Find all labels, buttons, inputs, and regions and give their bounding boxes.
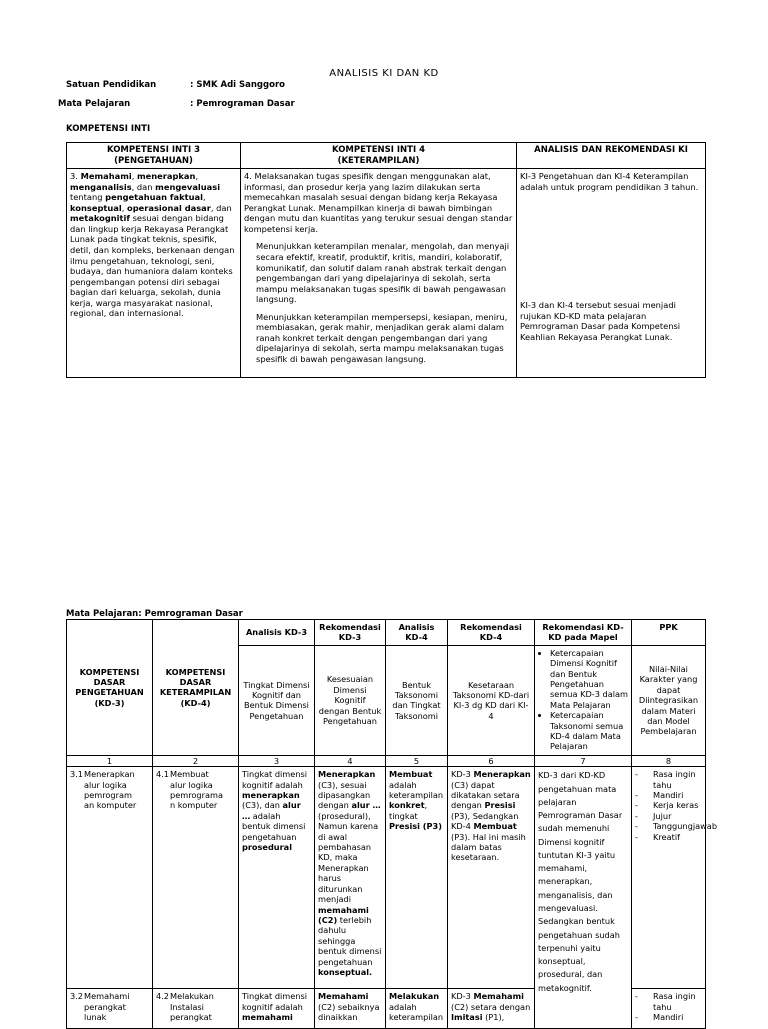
analisis-kd4-header: Analisis KD-4 — [386, 620, 448, 646]
kd3-text: Menerapkan alur logika pemrogram an komputer — [84, 769, 137, 811]
kd3-number: 3.1 — [70, 769, 84, 780]
rekomendasi-mapel-text: KD-3 dari KD-KD pengetahuan mata pelajaran Pemrograman Dasar sudah memenuhi Dimensi kognitif tuntutan KI-3 yaitu memahami, menerapkan, menganalisis, dan mengevaluasi. Sedangkan bentuk pengetahuan sudah terpenuhi yaitu konseptual, prosedural, dan metakognitif. — [538, 770, 623, 993]
analisis-kd3-cell-row2: Tingkat dimensi kognitif adalah memahami — [239, 989, 315, 1029]
analisis-kd4-cell-row2: Melakukan adalah keterampilan — [386, 989, 448, 1029]
rekomendasi-kd4-header: Rekomendasi KD-4 — [448, 620, 535, 646]
kd4-header: KOMPETENSI DASAR KETERAMPILAN (KD-4) — [153, 620, 239, 756]
ketercapaian-kognitif-item: • Ketercapaian Dimensi Kognitif dan Bentuk Pengetahuan semua KD-3 dalam Mata Pelajaran — [550, 648, 628, 710]
document-title: ANALISIS KI DAN KD — [329, 68, 439, 79]
kd3-text: Memahami perangkat lunak — [84, 991, 130, 1023]
ki4-paragraph-3: Menunjukkan keterampilan mempersepsi, kesiapan, meniru, membiasakan, gerak mahir, menjadikan gerak alami dalam ranah konkret terkait dengan pengembangan dari yang dipelajarinya di sekolah, serta mampu melaksanakan tugas spesifik di bawah pengawasan langsung. — [256, 311, 508, 364]
kd4-text: Membuat alur logika pemrograma n komputer — [170, 769, 223, 811]
kd4-cell-row2 — [153, 989, 239, 1029]
kompetensi-inti-table — [66, 142, 706, 378]
column-number: 1 — [67, 755, 153, 766]
ppk-item: - Rasa ingin tahu — [635, 769, 702, 790]
rekomendasi-kd4-cell-row2: KD-3 Memahami (C2) setara dengan Imitasi (P1), — [448, 989, 535, 1029]
column-number: 3 — [239, 755, 315, 766]
kd4-number: 4.1 — [156, 769, 170, 780]
analisis-kd3-header: Analisis KD-3 — [239, 620, 315, 646]
analisis-kd3-cell-row1: Tingkat dimensi kognitif adalah menerapkan (C3), dan alur … adalah bentuk dimensi pengetahuan prosedural — [239, 767, 315, 989]
column-number: 4 — [315, 755, 386, 766]
ppk-subheader: Nilai-Nilai Karakter yang dapat Diintegrasikan dalam Materi dan Model Pembelajaran — [632, 645, 706, 755]
ppk-header: PPK — [632, 620, 706, 646]
analisis-kd4-cell-row1: Membuat adalah keterampilan konkret, tingkat Presisi (P3) — [386, 767, 448, 989]
ppk-item: - Kreatif — [635, 832, 702, 842]
ki4-header — [241, 143, 517, 169]
rekomendasi-kd4-subheader: Kesetaraan Taksonomi KD-dari KI-3 dg KD dari KI-4 — [448, 645, 535, 755]
analisis-ki-paragraph-1: KI-3 Pengetahuan dan KI-4 Keterampilan adalah untuk program pendidikan 3 tahun. — [520, 171, 699, 192]
kd4-cell-row1 — [153, 767, 239, 989]
ppk-item: - Kerja keras — [635, 800, 702, 810]
kd4-number: 4.2 — [156, 991, 170, 1002]
analisis-kd4-subheader: Bentuk Taksonomi dan Tingkat Taksonomi — [386, 645, 448, 755]
ki3-header-title: KOMPETENSI INTI 3 — [107, 145, 200, 155]
rekomendasi-mapel-cell — [535, 767, 632, 1029]
column-number: 8 — [632, 755, 706, 766]
kd-mata-pelajaran-label: Mata Pelajaran: Pemrograman Dasar — [66, 609, 243, 619]
kompetensi-inti-heading: KOMPETENSI INTI — [66, 124, 151, 134]
ki4-paragraph-1: 4. Melaksanakan tugas spesifik dengan menggunakan alat, informasi, dan prosedur kerja yang lazim dilakukan serta memecahkan masalah sesuai dengan bidang kerja Rekayasa Perangkat Lunak. Menampilkan kinerja di bawah bimbingan dengan mutu dan kuantitas yang terukur sesuai dengan standar kompetensi kerja. — [244, 171, 513, 234]
ppk-item: - Mandiri — [635, 1012, 702, 1022]
ketercapaian-taksonomi-item: • Ketercapaian Taksonomi semua KD-4 dalam Mata Pelajaran — [550, 710, 628, 752]
ppk-cell-row2 — [632, 989, 706, 1029]
ki4-header-title: KOMPETENSI INTI 4 — [332, 145, 425, 155]
rekomendasi-mapel-subheader — [535, 645, 632, 755]
analisis-kd3-subheader: Tingkat Dimensi Kognitif dan Bentuk Dimensi Pengetahuan — [239, 645, 315, 755]
ki3-cell — [67, 169, 241, 378]
kd3-number: 3.2 — [70, 991, 84, 1002]
ppk-cell-row1 — [632, 767, 718, 989]
rekomendasi-kd3-subheader: Kesesuaian Dimensi Kognitif dengan Bentuk Pengetahuan — [315, 645, 386, 755]
mata-pelajaran-label: Mata Pelajaran — [58, 99, 131, 109]
kd3-header: KOMPETENSI DASAR PENGETAHUAN (KD-3) — [67, 620, 153, 756]
analisis-ki-header: ANALISIS DAN REKOMENDASI KI — [517, 143, 706, 169]
column-number: 2 — [153, 755, 239, 766]
rekomendasi-mapel-header: Rekomendasi KD-KD pada Mapel — [535, 620, 632, 646]
rekomendasi-kd3-cell-row2: Memahami (C2) sebaiknya dinaikkan — [315, 989, 386, 1029]
rekomendasi-kd3-cell-row1: Menerapkan (C3), sesuai dipasangkan dengan alur … (prosedural), Namun karena di awal pembahasan KD, maka Menerapkan harus diturunkan menjadi memahami (C2) terlebih dahulu sehingga bentuk dimensi pengetahuan konseptual. — [315, 767, 386, 989]
satuan-pendidikan-label: Satuan Pendidikan — [66, 80, 157, 90]
ki3-header — [67, 143, 241, 169]
rekomendasi-kd4-cell-row1: KD-3 Menerapkan (C3) dapat dikatakan setara dengan Presisi (P3), Sedangkan KD-4 Membuat (P3). Hal ini masih dalam batas kesetaraan. — [448, 767, 535, 989]
analisis-ki-paragraph-2: KI-3 dan KI-4 tersebut sesuai menjadi rujukan KD-KD mata pelajaran Pemrograman Dasar pada Kompetensi Keahlian Rekayasa Perangkat Lunak. — [520, 300, 681, 342]
ki4-paragraph-2: Menunjukkan keterampilan menalar, mengolah, dan menyaji secara efektif, kreatif, produktif, kritis, mandiri, kolaboratif, komunikatif, dan solutif dalam ranah abstrak terkait dengan pengembangan dari yang dipelajarinya di sekolah, serta mampu melaksanakan tugas spesifik di bawah pengawasan langsung. — [256, 241, 510, 305]
ppk-item: - Mandiri — [635, 790, 702, 800]
ppk-item: - Jujur — [635, 811, 702, 821]
ppk-item: - Tanggungjawab — [635, 821, 702, 831]
ki3-header-sub: (PENGETAHUAN) — [114, 155, 193, 166]
rekomendasi-kd3-header: Rekomendasi KD-3 — [315, 620, 386, 646]
column-number: 7 — [535, 755, 632, 766]
column-number: 5 — [386, 755, 448, 766]
kd4-text: Melakukan Instalasi perangkat — [170, 991, 214, 1023]
mata-pelajaran-value: : Pemrograman Dasar — [190, 99, 295, 109]
analisis-ki-cell — [517, 169, 706, 378]
ki4-header-sub: (KETERAMPILAN) — [337, 155, 420, 166]
kd3-cell-row1 — [67, 767, 153, 989]
ki3-text: 3. Memahami, menerapkan, menganalisis, dan mengevaluasi tentang pengetahuan faktual, konseptual, operasional dasar, dan metakognitif sesuai dengan bidang dan lingkup kerja Rekayasa Perangkat Lunak pada tingkat teknis, spesifik, detil, dan kompleks, berkenaan dengan ilmu pengetahuan, teknologi, seni, budaya, dan humaniora dalam konteks pengembangan potensi diri sebagai bagian dari keluarga, sekolah, dunia kerja, warga masyarakat nasional, regional, dan internasional. — [70, 171, 235, 319]
kd3-cell-row2 — [67, 989, 153, 1029]
satuan-pendidikan-value: : SMK Adi Sanggoro — [190, 80, 285, 90]
kompetensi-dasar-table — [66, 619, 718, 1029]
ppk-item: - Rasa ingin tahu — [635, 991, 702, 1012]
column-number: 6 — [448, 755, 535, 766]
ki4-cell — [241, 169, 517, 378]
